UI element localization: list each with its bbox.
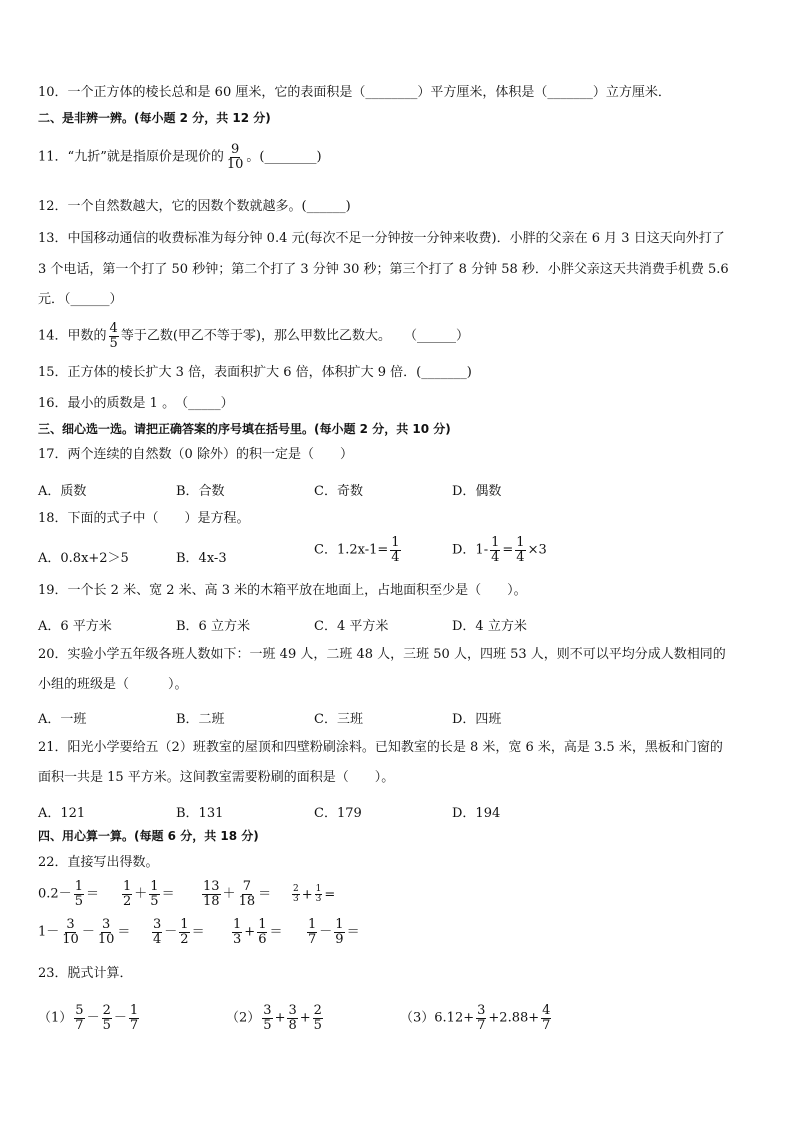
q11-den: 10 — [226, 156, 244, 172]
q22-e3-post: ＝ — [258, 886, 272, 902]
q18-d-num-2: 1 — [516, 535, 525, 550]
q19-option-a[interactable]: A．6 平方米 — [38, 619, 112, 634]
q22-e6-op: － — [164, 924, 178, 940]
q23-p3-pre: 6.12+ — [434, 1010, 475, 1026]
q23-p1-op-1: － — [86, 1010, 100, 1026]
q23-p3-num-1: 3 — [477, 1003, 486, 1018]
q23-p2-num-3: 2 — [313, 1003, 322, 1018]
q19-option-c[interactable]: C．4 平方米 — [314, 619, 389, 634]
q23-problem-3 — [400, 1004, 553, 1032]
q18-d-pre: D．1- — [452, 542, 489, 558]
q22-e4-den-2: 3 — [315, 894, 322, 905]
q22-e3-num-1: 13 — [203, 879, 220, 894]
q22-e8-frac-2 — [334, 918, 344, 946]
q22-e1-num: 1 — [74, 879, 83, 894]
question-18: 18．下面的式子中（ ）是方程。 — [38, 511, 250, 526]
q17-option-a[interactable]: A．质数 — [38, 484, 87, 499]
question-23: 23．脱式计算． — [38, 966, 133, 981]
q18-option-d[interactable] — [452, 536, 547, 564]
q23-p2-num-1: 3 — [263, 1003, 272, 1018]
q22-expr-5 — [38, 918, 130, 946]
question-17: 17．两个连续的自然数（0 除外）的积一定是（ ） — [38, 447, 353, 462]
q22-e5-den-1: 10 — [62, 931, 79, 947]
q22-e3-op: ＋ — [222, 886, 236, 902]
q14-fraction — [109, 322, 119, 350]
q23-p3-op-1: +2.88+ — [488, 1010, 540, 1026]
q23-p2-op-2: + — [299, 1010, 311, 1026]
section-2-heading: 二、是非辨一辨。(每小题 2 分，共 12 分) — [38, 111, 271, 125]
q23-problem-1 — [38, 1004, 141, 1032]
q22-e8-post: ＝ — [346, 924, 360, 940]
q20-option-c[interactable]: C．三班 — [314, 712, 363, 727]
q22-e1-den: 5 — [74, 893, 83, 909]
q18-d-den-2: 4 — [516, 549, 525, 565]
q23-p1-label: （1） — [38, 1010, 73, 1026]
q23-p1-num-1: 5 — [75, 1003, 84, 1018]
q22-e6-post: ＝ — [191, 924, 205, 940]
q23-p3-den-2: 7 — [542, 1017, 551, 1033]
q21-option-a[interactable]: A．121 — [38, 806, 86, 821]
q22-e6-frac-1 — [152, 918, 162, 946]
question-19: 19．一个长 2 米、宽 2 米、高 3 米的木箱平放在地面上，占地面积至少是（ ）。 — [38, 583, 527, 598]
q23-p2-num-2: 3 — [288, 1003, 297, 1018]
q14-text-pre: 14．甲数的 — [38, 328, 107, 344]
q22-e3-den-1: 18 — [203, 893, 220, 909]
q22-e2-num-2: 1 — [150, 879, 159, 894]
q22-e8-op: － — [319, 924, 333, 940]
q22-e5-num-2: 3 — [101, 917, 111, 932]
q23-p2-frac-3 — [313, 1004, 323, 1032]
question-13-line-3: 元．（______） — [38, 292, 123, 307]
q20-option-a[interactable]: A．一班 — [38, 712, 87, 727]
q22-expr-6 — [150, 918, 205, 946]
q18-c-num: 1 — [391, 535, 400, 550]
q23-p1-frac-1 — [74, 1004, 84, 1032]
q11-text-post: 。(________) — [246, 149, 322, 165]
q22-e7-den-1: 3 — [233, 931, 242, 947]
q11-text-pre: 11．“九折”就是指原价是现价的 — [38, 149, 224, 165]
q22-e2-num-1: 1 — [123, 879, 132, 894]
q23-p3-den-1: 7 — [477, 1017, 486, 1033]
q19-option-d[interactable]: D．4 立方米 — [452, 619, 527, 634]
q22-expr-8 — [305, 918, 360, 946]
q21-option-d[interactable]: D．194 — [452, 806, 501, 821]
q22-e7-op: + — [244, 924, 256, 940]
q20-option-b[interactable]: B．二班 — [176, 712, 225, 727]
q22-e2-den-1: 2 — [123, 893, 132, 909]
q22-e3-den-2: 18 — [238, 893, 256, 909]
question-10: 10．一个正方体的棱长总和是 60 厘米，它的表面积是（________）平方厘米，体积是（_______）立方厘米． — [38, 85, 671, 100]
q22-e5-op: － — [81, 924, 95, 940]
question-20-line-2: 小组的班级是（ ）。 — [38, 677, 188, 692]
question-11 — [38, 143, 322, 171]
q22-e2-frac-2 — [149, 880, 159, 908]
question-21-line-2: 面积一共是 15 平方米。这间教室需要粉刷的面积是（ ）。 — [38, 770, 395, 785]
q18-c-fraction — [390, 536, 400, 564]
q22-e5-post: ＝ — [117, 924, 131, 940]
q22-e7-frac-1 — [232, 918, 242, 946]
q22-expr-4 — [290, 885, 335, 905]
q18-c-den: 4 — [391, 549, 400, 565]
section-4-heading: 四、用心算一算。(每题 6 分，共 18 分) — [38, 829, 259, 843]
q22-e4-den-1: 3 — [293, 894, 299, 905]
question-14 — [38, 322, 469, 350]
q14-text-post: 等于乙数(甲乙不等于零)，那么甲数比乙数大。 （______） — [120, 328, 469, 344]
q18-c-pre: C．1.2x-1= — [314, 542, 389, 558]
q22-e2-post: ＝ — [161, 886, 175, 902]
q17-option-b[interactable]: B．合数 — [176, 484, 225, 499]
q22-e4-post: = — [324, 887, 336, 903]
q17-option-d[interactable]: D．偶数 — [452, 484, 502, 499]
q22-e3-frac-1 — [202, 880, 221, 908]
q22-e6-num-1: 3 — [153, 917, 162, 932]
q22-e5-den-2: 10 — [97, 931, 115, 947]
q22-e5-num-1: 3 — [66, 917, 75, 932]
q22-e3-num-2: 7 — [242, 879, 251, 894]
q18-option-b[interactable]: B．4x-3 — [176, 551, 227, 566]
q23-p1-op-2: － — [113, 1010, 127, 1026]
q19-option-b[interactable]: B．6 立方米 — [176, 619, 250, 634]
q22-e1-frac — [74, 880, 84, 908]
q14-den: 5 — [109, 335, 118, 351]
q23-p2-frac-1 — [262, 1004, 272, 1032]
q22-e4-num-1: 2 — [293, 884, 299, 894]
q23-p3-frac-2 — [541, 1004, 551, 1032]
question-22: 22．直接写出得数。 — [38, 855, 159, 870]
q22-e5-frac-2 — [97, 918, 116, 946]
q18-d-equals: = — [502, 542, 514, 558]
q18-d-num-1: 1 — [491, 535, 500, 550]
question-15: 15．正方体的棱长扩大 3 倍，表面积扩大 6 倍，体积扩大 9 倍．(_______) — [38, 365, 472, 380]
q22-e6-num-2: 1 — [180, 917, 189, 932]
q11-fraction — [226, 143, 245, 171]
q22-expr-2 — [120, 880, 175, 908]
q23-p2-op-1: + — [274, 1010, 286, 1026]
q22-e6-frac-2 — [179, 918, 189, 946]
q18-option-c[interactable] — [314, 536, 403, 564]
q23-p3-label: （3） — [400, 1010, 435, 1026]
q23-p1-den-3: 7 — [129, 1017, 139, 1033]
q22-expr-7 — [230, 918, 282, 946]
q22-e8-den-2: 9 — [335, 931, 344, 947]
q22-e7-post: ＝ — [269, 924, 283, 940]
q22-e7-num-2: 1 — [258, 917, 267, 932]
q18-d-den-1: 4 — [491, 549, 500, 565]
q11-num: 9 — [230, 142, 240, 157]
q18-d-fraction-2 — [515, 536, 525, 564]
q23-p1-frac-3 — [129, 1004, 139, 1032]
q22-e6-den-1: 4 — [153, 931, 162, 947]
q22-e4-num-2: 1 — [315, 884, 322, 894]
q22-e8-den-1: 7 — [308, 931, 317, 947]
q14-num: 4 — [109, 321, 118, 336]
q22-e1-pre: 0.2－ — [38, 886, 72, 902]
q22-e6-den-2: 2 — [180, 931, 189, 947]
q20-option-d[interactable]: D．四班 — [452, 712, 502, 727]
q18-d-post: ×3 — [527, 542, 547, 558]
q22-e3-frac-2 — [238, 880, 257, 908]
q22-e8-frac-1 — [307, 918, 317, 946]
q18-option-a[interactable]: A．0.8x+2＞5 — [38, 551, 129, 566]
q22-e2-den-2: 5 — [150, 893, 159, 909]
question-13-line-1: 13．中国移动通信的收费标准为每分钟 0.4 元(每次不足一分钟按一分钟来收费)．小胖的父亲在 6 月 3 日这天向外打了 — [38, 231, 725, 246]
q22-e5-frac-1 — [61, 918, 80, 946]
q23-p2-frac-2 — [287, 1004, 297, 1032]
q23-p2-den-1: 5 — [263, 1017, 272, 1033]
q23-p2-label: （2） — [226, 1010, 261, 1026]
q18-d-fraction-1 — [490, 536, 500, 564]
q17-option-c[interactable]: C．奇数 — [314, 484, 363, 499]
q23-p2-den-3: 5 — [313, 1017, 322, 1033]
q22-e5-pre: 1－ — [38, 924, 60, 940]
q21-option-c[interactable]: C．179 — [314, 806, 362, 821]
q22-e7-frac-2 — [257, 918, 267, 946]
q23-p1-den-1: 7 — [75, 1017, 84, 1033]
q22-e4-frac-1 — [292, 885, 300, 905]
question-13-line-2: 3 个电话，第一个打了 50 秒钟；第二个打了 3 分钟 30 秒；第三个打了 8 分钟 58 秒．小胖父亲这天共消费手机费 5.6 — [38, 262, 729, 277]
question-12: 12．一个自然数越大，它的因数个数就越多。(______) — [38, 199, 351, 214]
q23-p1-frac-2 — [102, 1004, 112, 1032]
q23-p1-num-3: 1 — [129, 1003, 139, 1018]
q21-option-b[interactable]: B．131 — [176, 806, 224, 821]
q22-e2-op: ＋ — [134, 886, 148, 902]
section-3-heading: 三、细心选一选。请把正确答案的序号填在括号里。(每小题 2 分，共 10 分) — [38, 422, 451, 436]
question-16: 16．最小的质数是 1 。 （_____） — [38, 396, 234, 411]
q22-e4-frac-2 — [315, 885, 323, 905]
q22-e8-num-2: 1 — [335, 917, 344, 932]
q23-p3-frac-1 — [476, 1004, 486, 1032]
q22-e8-num-1: 1 — [308, 917, 317, 932]
q22-expr-1 — [38, 880, 99, 908]
q23-p3-num-2: 4 — [542, 1003, 551, 1018]
question-20-line-1: 20．实验小学五年级各班人数如下：一班 49 人，二班 48 人，三班 50 人，四班 53 人，则不可以平均分成人数相同的 — [38, 647, 726, 662]
q23-p1-num-2: 2 — [102, 1003, 111, 1018]
q23-p1-den-2: 5 — [102, 1017, 111, 1033]
q22-e7-num-1: 1 — [233, 917, 242, 932]
q23-problem-2 — [226, 1004, 325, 1032]
question-21-line-1: 21．阳光小学要给五（2）班教室的屋顶和四壁粉刷涂料。已知教室的长是 8 米，宽 6 米，高是 3.5 米，黑板和门窗的 — [38, 740, 723, 755]
q22-e7-den-2: 6 — [258, 931, 267, 947]
q22-expr-3 — [200, 880, 271, 908]
q23-p2-den-2: 8 — [288, 1017, 297, 1033]
q22-e1-post: ＝ — [85, 886, 99, 902]
q22-e2-frac-1 — [122, 880, 132, 908]
q22-e4-op: + — [301, 887, 313, 903]
